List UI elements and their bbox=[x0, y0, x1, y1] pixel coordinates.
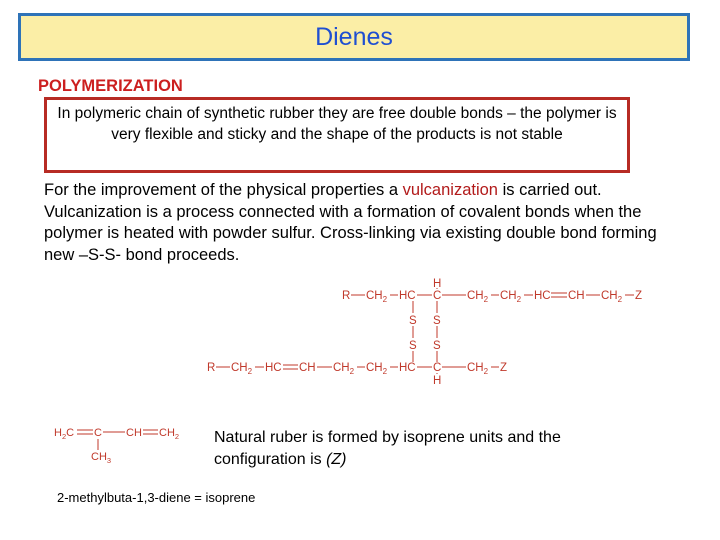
bottom-ch2-b: $CH_2$ bbox=[333, 362, 355, 376]
bottom-ch-a: CH bbox=[299, 362, 316, 374]
bottom-ch2-a: $CH_2$ bbox=[231, 362, 253, 376]
isoprene-ch2: $CH_2$ bbox=[159, 427, 180, 441]
top-c-a: C bbox=[433, 290, 442, 302]
highlight-note-text: In polymeric chain of synthetic rubber they are free double bonds – the polymer is very flexible and sticky and the shape of the products is not stable bbox=[57, 105, 617, 143]
top-ch2-c: $CH_2$ bbox=[500, 290, 522, 304]
isoprene-ch3: $CH_3$ bbox=[91, 451, 112, 465]
paragraph-text-start: For the improvement of the physical properties a bbox=[44, 181, 403, 199]
top-ch2-d: $CH_2$ bbox=[601, 290, 623, 304]
vulcanization-term: vulcanization bbox=[402, 181, 498, 199]
top-z: Z bbox=[635, 290, 643, 302]
highlight-note-box bbox=[44, 97, 630, 173]
top-ch2-b: $CH_2$ bbox=[467, 290, 489, 304]
top-hc-b: HC bbox=[534, 290, 551, 302]
paragraph-text-end: is carried out. Vulcanization is a process connected with a formation of covalent bonds when the polymer is heated with powder sulfur. Cross-linking via existing double bond forming new –S-S- bond proceeds. bbox=[44, 181, 657, 264]
bottom-ch2-c: $CH_2$ bbox=[366, 362, 388, 376]
isoprene-note bbox=[214, 427, 654, 471]
top-ch-a: CH bbox=[568, 290, 585, 302]
configuration-label: (Z) bbox=[326, 451, 347, 468]
bottom-r-label: R bbox=[207, 362, 216, 374]
isoprene-h2c: $H_2C$ bbox=[54, 427, 75, 441]
isoprene-caption: 2-methylbuta-1,3-diene = isoprene bbox=[57, 490, 256, 505]
sulfur-2: S bbox=[433, 315, 441, 327]
isoprene-ch: CH bbox=[126, 427, 142, 439]
bottom-z: Z bbox=[500, 362, 508, 374]
sulfur-4: S bbox=[433, 340, 441, 352]
isoprene-c: C bbox=[94, 427, 102, 439]
isoprene-structure bbox=[50, 418, 190, 466]
crosslink-structure bbox=[200, 270, 660, 390]
sulfur-1: S bbox=[409, 315, 417, 327]
section-heading: POLYMERIZATION bbox=[38, 77, 183, 95]
slide-title: Dienes bbox=[315, 22, 393, 51]
bottom-hc-b: HC bbox=[399, 362, 416, 374]
bottom-h: H bbox=[433, 375, 442, 387]
top-ch2-a: $CH_2$ bbox=[366, 290, 388, 304]
title-banner bbox=[18, 13, 690, 61]
top-h: H bbox=[433, 278, 442, 290]
top-r-label: R bbox=[342, 290, 351, 302]
bottom-ch2-d: $CH_2$ bbox=[467, 362, 489, 376]
vulcanization-paragraph bbox=[44, 180, 664, 266]
isoprene-note-text: Natural ruber is formed by isoprene units and the configuration is bbox=[214, 429, 561, 468]
top-hc-a: HC bbox=[399, 290, 416, 302]
bottom-hc-a: HC bbox=[265, 362, 282, 374]
bottom-c-a: C bbox=[433, 362, 442, 374]
sulfur-3: S bbox=[409, 340, 417, 352]
